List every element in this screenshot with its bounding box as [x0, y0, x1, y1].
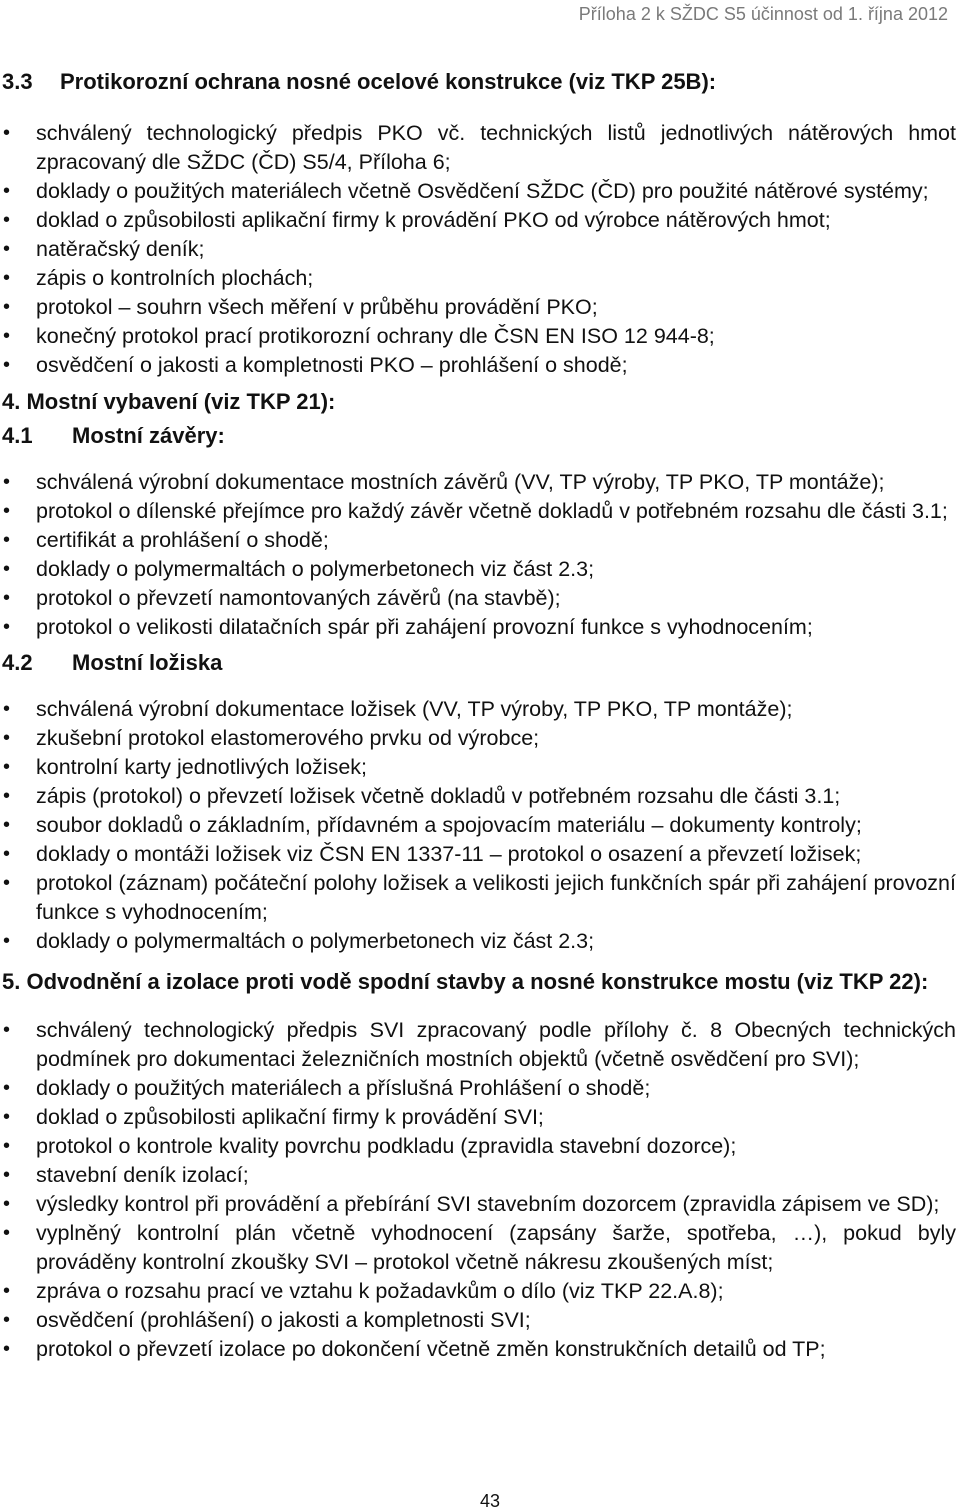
section-number: 4.2 [2, 650, 33, 675]
list-item: • kontrolní karty jednotlivých ložisek; [0, 753, 960, 782]
list-item: • protokol o převzetí izolace po dokončení včetně změn konstrukčních detailů od TP; [0, 1335, 960, 1364]
section-heading-4-2 [2, 647, 960, 679]
list-item: • schválený technologický předpis SVI zpracovaný podle přílohy č. 8 Obecných technických podmínek pro dokumentaci železničních mostních objektů (včetně osvědčení pro SVI); [0, 1016, 960, 1074]
list-item: • osvědčení o jakosti a kompletnosti PKO – prohlášení o shodě; [0, 351, 960, 380]
list-item: • natěračský deník; [0, 235, 960, 264]
list-item: • doklady o použitých materiálech včetně Osvědčení SŽDC (ČD) pro použité nátěrové systémy; [0, 177, 960, 206]
section-number: 3.3 [2, 69, 33, 94]
page-header: Příloha 2 k SŽDC S5 účinnost od 1. října 2012 [578, 4, 948, 24]
list-item: • doklady o polymermaltách o polymerbetonech viz část 2.3; [0, 555, 960, 584]
list-item: • certifikát a prohlášení o shodě; [0, 526, 960, 555]
section-title: Odvodnění a izolace proti vodě spodní stavby a nosné konstrukce mostu (viz TKP 22): [26, 969, 929, 994]
list-item: • schválený technologický předpis PKO vč. technických listů jednotlivých nátěrových hmot zpracovaný dle SŽDC (ČD) S5/4, Příloha 6; [0, 119, 960, 177]
document-body [0, 58, 960, 1364]
list-item: • doklad o způsobilosti aplikační firmy k provádění SVI; [0, 1103, 960, 1132]
list-item: • stavební deník izolací; [0, 1161, 960, 1190]
list-item: • zpráva o rozsahu prací ve vztahu k požadavkům o dílo (viz TKP 22.A.8); [0, 1277, 960, 1306]
list-item: • protokol (záznam) počáteční polohy ložisek a velikosti jejich funkčních spár při zahájení provozní funkce s vyhodnocením; [0, 869, 960, 927]
section-heading-4-1 [2, 420, 960, 452]
section-title: Mostní ložiska [72, 650, 223, 675]
list-item: • vyplněný kontrolní plán včetně vyhodnocení (zapsány šarže, spotřeba, …), pokud byly prováděny kontrolní zkoušky SVI – protokol včetně nákresu zkoušených míst; [0, 1219, 960, 1277]
section-list-4-2 [0, 695, 960, 956]
list-item: • schválená výrobní dokumentace mostních závěrů (VV, TP výroby, TP PKO, TP montáže); [0, 468, 960, 497]
section-heading-5 [2, 968, 960, 996]
section-title: Mostní vybavení (viz TKP 21): [26, 389, 336, 414]
section-number: 4.1 [2, 423, 33, 448]
list-item: • zápis o kontrolních plochách; [0, 264, 960, 293]
list-item: • protokol o velikosti dilatačních spár při zahájení provozní funkce s vyhodnocením; [0, 613, 960, 642]
section-list-3-3 [0, 119, 960, 380]
list-item: • konečný protokol prací protikorozní ochrany dle ČSN EN ISO 12 944-8; [0, 322, 960, 351]
list-item: • osvědčení (prohlášení) o jakosti a kompletnosti SVI; [0, 1306, 960, 1335]
list-item: • výsledky kontrol při provádění a přebírání SVI stavebním dozorcem (zpravidla zápisem ve SD); [0, 1190, 960, 1219]
list-item: • doklady o polymermaltách o polymerbetonech viz část 2.3; [0, 927, 960, 956]
section-heading-3-3 [2, 66, 960, 98]
list-item: • schválená výrobní dokumentace ložisek (VV, TP výroby, TP PKO, TP montáže); [0, 695, 960, 724]
page-number: 43 [479, 1491, 501, 1511]
list-item: • doklady o montáži ložisek viz ČSN EN 1337-11 – protokol o osazení a převzetí ložisek; [0, 840, 960, 869]
section-list-4-1 [0, 468, 960, 642]
list-item: • zápis (protokol) o převzetí ložisek včetně dokladů v potřebném rozsahu dle části 3.1; [0, 782, 960, 811]
section-title: Mostní závěry: [72, 423, 225, 448]
section-number: 4. [2, 389, 21, 414]
section-list-5 [0, 1016, 960, 1364]
list-item: • protokol – souhrn všech měření v průběhu provádění PKO; [0, 293, 960, 322]
list-item: • doklad o způsobilosti aplikační firmy k provádění PKO od výrobce nátěrových hmot; [0, 206, 960, 235]
list-item: • protokol o převzetí namontovaných závěrů (na stavbě); [0, 584, 960, 613]
section-title: Protikorozní ochrana nosné ocelové konstrukce (viz TKP 25B): [60, 69, 717, 94]
section-heading-4 [2, 386, 960, 418]
list-item: • zkušební protokol elastomerového prvku od výrobce; [0, 724, 960, 753]
section-number: 5. [2, 969, 21, 994]
list-item: • protokol o dílenské přejímce pro každý závěr včetně dokladů v potřebném rozsahu dle části 3.1; [0, 497, 960, 526]
list-item: • doklady o použitých materiálech a příslušná Prohlášení o shodě; [0, 1074, 960, 1103]
list-item: • soubor dokladů o základním, přídavném a spojovacím materiálu – dokumenty kontroly; [0, 811, 960, 840]
list-item: • protokol o kontrole kvality povrchu podkladu (zpravidla stavební dozorce); [0, 1132, 960, 1161]
